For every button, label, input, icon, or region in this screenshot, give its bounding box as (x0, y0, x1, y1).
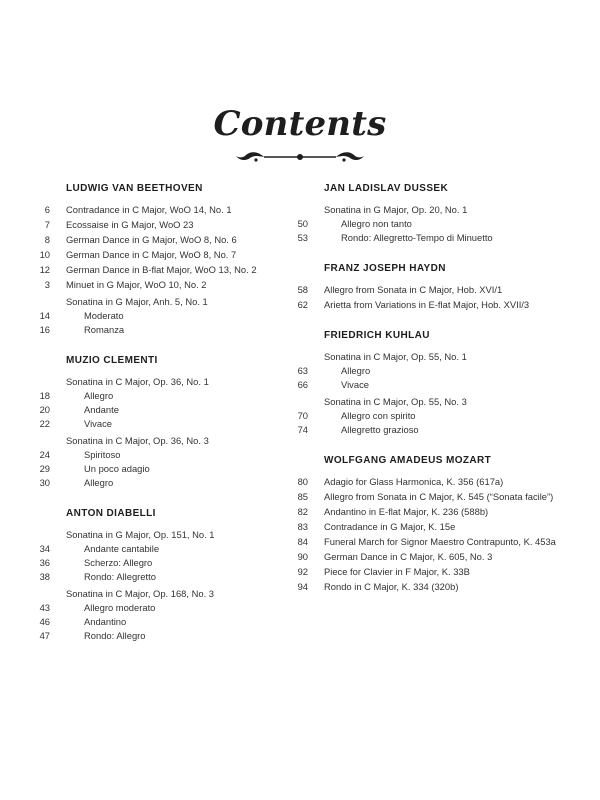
toc-entry[interactable] (297, 378, 600, 392)
page-number: 29 (39, 463, 50, 474)
toc-entry[interactable] (0, 262, 300, 277)
piece-title: Sonatina in C Major, Op. 168, No. 3 (66, 588, 214, 599)
page-number: 24 (39, 449, 50, 460)
page-number: 85 (297, 491, 308, 502)
piece-title: Funeral March for Signor Maestro Contrapunto, K. 453a (324, 536, 556, 547)
piece-title: Contradance in G Major, K. 15e (324, 521, 456, 532)
movement-title: Rondo: Allegretto-Tempo di Minuetto (341, 232, 493, 243)
page-number: 94 (297, 581, 308, 592)
page-number: 3 (44, 279, 50, 290)
piece-title: Andantino in E-flat Major, K. 236 (588b) (324, 506, 489, 517)
toc-entry[interactable] (297, 519, 600, 534)
toc-entry[interactable] (297, 564, 600, 579)
movement-title: Allegro (84, 390, 114, 401)
movement-title: Allegro con spirito (341, 410, 416, 421)
toc-entry[interactable] (0, 202, 300, 217)
page-number: 92 (297, 566, 308, 577)
page-number: 6 (44, 204, 50, 215)
toc-entry[interactable] (297, 231, 600, 245)
page-number: 18 (39, 390, 50, 401)
toc-entry[interactable] (297, 549, 600, 564)
movement-title: Un poco adagio (84, 463, 150, 474)
page-number: 90 (297, 551, 308, 562)
piece-title: Sonatina in G Major, Anh. 5, No. 1 (66, 296, 208, 307)
piece-title: Sonatina in C Major, Op. 55, No. 3 (324, 396, 467, 407)
movement-title: Vivace (84, 418, 112, 429)
toc-entry[interactable] (0, 323, 300, 337)
piece-title: Sonatina in C Major, Op. 36, No. 1 (66, 376, 209, 387)
piece-title: Allegro from Sonata in C Major, Hob. XVI/1 (324, 284, 503, 295)
piece-title: Sonatina in G Major, Op. 20, No. 1 (324, 204, 468, 215)
page-number: 34 (39, 543, 50, 554)
movement-title: Allegro (341, 365, 371, 376)
composer-heading: FRIEDRICH KUHLAU (324, 330, 430, 341)
toc-entry[interactable] (297, 489, 600, 504)
page-number: 62 (297, 299, 308, 310)
movement-title: Andante cantabile (84, 543, 160, 554)
composer-heading: ANTON DIABELLI (66, 508, 156, 519)
movement-title: Scherzo: Allegro (84, 557, 153, 568)
page-number: 8 (44, 234, 50, 245)
page-number: 10 (39, 249, 50, 260)
toc-entry[interactable] (297, 423, 600, 437)
toc-entry[interactable] (0, 629, 300, 643)
piece-title: Piece for Clavier in F Major, K. 33B (324, 566, 470, 577)
movement-title: Allegro moderato (84, 602, 156, 613)
toc-entry[interactable] (0, 615, 300, 629)
toc-entry[interactable] (0, 448, 300, 462)
page-number: 46 (39, 616, 50, 627)
page-number: 70 (297, 410, 308, 421)
page-number: 12 (39, 264, 50, 275)
composer-heading: JAN LADISLAV DUSSEK (324, 183, 449, 194)
page-number: 43 (39, 602, 50, 613)
movement-title: Allegro non tanto (341, 218, 412, 229)
toc-entry[interactable] (297, 409, 600, 423)
movement-title: Rondo: Allegretto (84, 571, 156, 582)
toc-entry[interactable] (297, 364, 600, 378)
piece-title: Sonatina in G Major, Op. 151, No. 1 (66, 529, 215, 540)
page-number: 20 (39, 404, 50, 415)
piece-title: Adagio for Glass Harmonica, K. 356 (617a) (324, 476, 504, 487)
piece-title: German Dance in G Major, WoO 8, No. 6 (66, 234, 237, 245)
page-number: 30 (39, 477, 50, 488)
composer-heading: WOLFGANG AMADEUS MOZART (324, 455, 492, 466)
composer-heading: MUZIO CLEMENTI (66, 355, 158, 366)
piece-title: Allegro from Sonata in C Major, K. 545 (“Sonata facile”) (324, 491, 554, 502)
toc-entry[interactable] (300, 394, 600, 409)
page-title: Contents (213, 104, 387, 144)
piece-title: German Dance in B-flat Major, WoO 13, No. 2 (66, 264, 257, 275)
contents-column-right (297, 183, 600, 594)
page-number: 47 (39, 630, 50, 641)
movement-title: Romanza (84, 324, 125, 335)
movement-title: Vivace (341, 379, 369, 390)
page-number: 7 (44, 219, 50, 230)
movement-title: Andantino (84, 616, 127, 627)
toc-entry[interactable] (300, 349, 600, 364)
toc-entry[interactable] (297, 282, 600, 297)
ornament-divider (234, 150, 366, 164)
piece-title: Sonatina in C Major, Op. 55, No. 1 (324, 351, 467, 362)
toc-entry[interactable] (0, 247, 300, 262)
movement-title: Moderato (84, 310, 124, 321)
page-number: 82 (297, 506, 308, 517)
page-number: 74 (297, 424, 308, 435)
page-number: 16 (39, 324, 50, 335)
movement-title: Andante (84, 404, 119, 415)
piece-title: German Dance in C Major, K. 605, No. 3 (324, 551, 493, 562)
composer-heading: LUDWIG VAN BEETHOVEN (66, 183, 203, 194)
piece-title: Ecossaise in G Major, WoO 23 (66, 219, 194, 230)
toc-entry[interactable] (297, 297, 600, 312)
page-number: 58 (297, 284, 308, 295)
piece-title: Rondo in C Major, K. 334 (320b) (324, 581, 459, 592)
toc-entry[interactable] (297, 217, 600, 231)
movement-title: Rondo: Allegro (84, 630, 146, 641)
piece-title: Sonatina in C Major, Op. 36, No. 3 (66, 435, 209, 446)
page-number: 66 (297, 379, 308, 390)
page-number: 83 (297, 521, 308, 532)
piece-title: German Dance in C Major, WoO 8, No. 7 (66, 249, 237, 260)
page-number: 63 (297, 365, 308, 376)
toc-entry[interactable] (297, 474, 600, 489)
page-number: 84 (297, 536, 308, 547)
toc-entry[interactable] (0, 601, 300, 615)
movement-title: Spiritoso (84, 449, 121, 460)
toc-entry[interactable] (297, 534, 600, 549)
page-number: 80 (297, 476, 308, 487)
toc-entry[interactable] (297, 504, 600, 519)
page-number: 53 (297, 232, 308, 243)
page-number: 36 (39, 557, 50, 568)
page-number: 22 (39, 418, 50, 429)
movement-title: Allegro (84, 477, 114, 488)
toc-entry[interactable] (297, 579, 600, 594)
movement-title: Allegretto grazioso (341, 424, 419, 435)
page-number: 14 (39, 310, 50, 321)
composer-heading: FRANZ JOSEPH HAYDN (324, 263, 446, 274)
page-number: 50 (297, 218, 308, 229)
page-number: 38 (39, 571, 50, 582)
piece-title: Arietta from Variations in E-flat Major, Hob. XVII/3 (324, 299, 530, 310)
piece-title: Contradance in C Major, WoO 14, No. 1 (66, 204, 232, 215)
toc-entry[interactable] (300, 202, 600, 217)
piece-title: Minuet in G Major, WoO 10, No. 2 (66, 279, 207, 290)
